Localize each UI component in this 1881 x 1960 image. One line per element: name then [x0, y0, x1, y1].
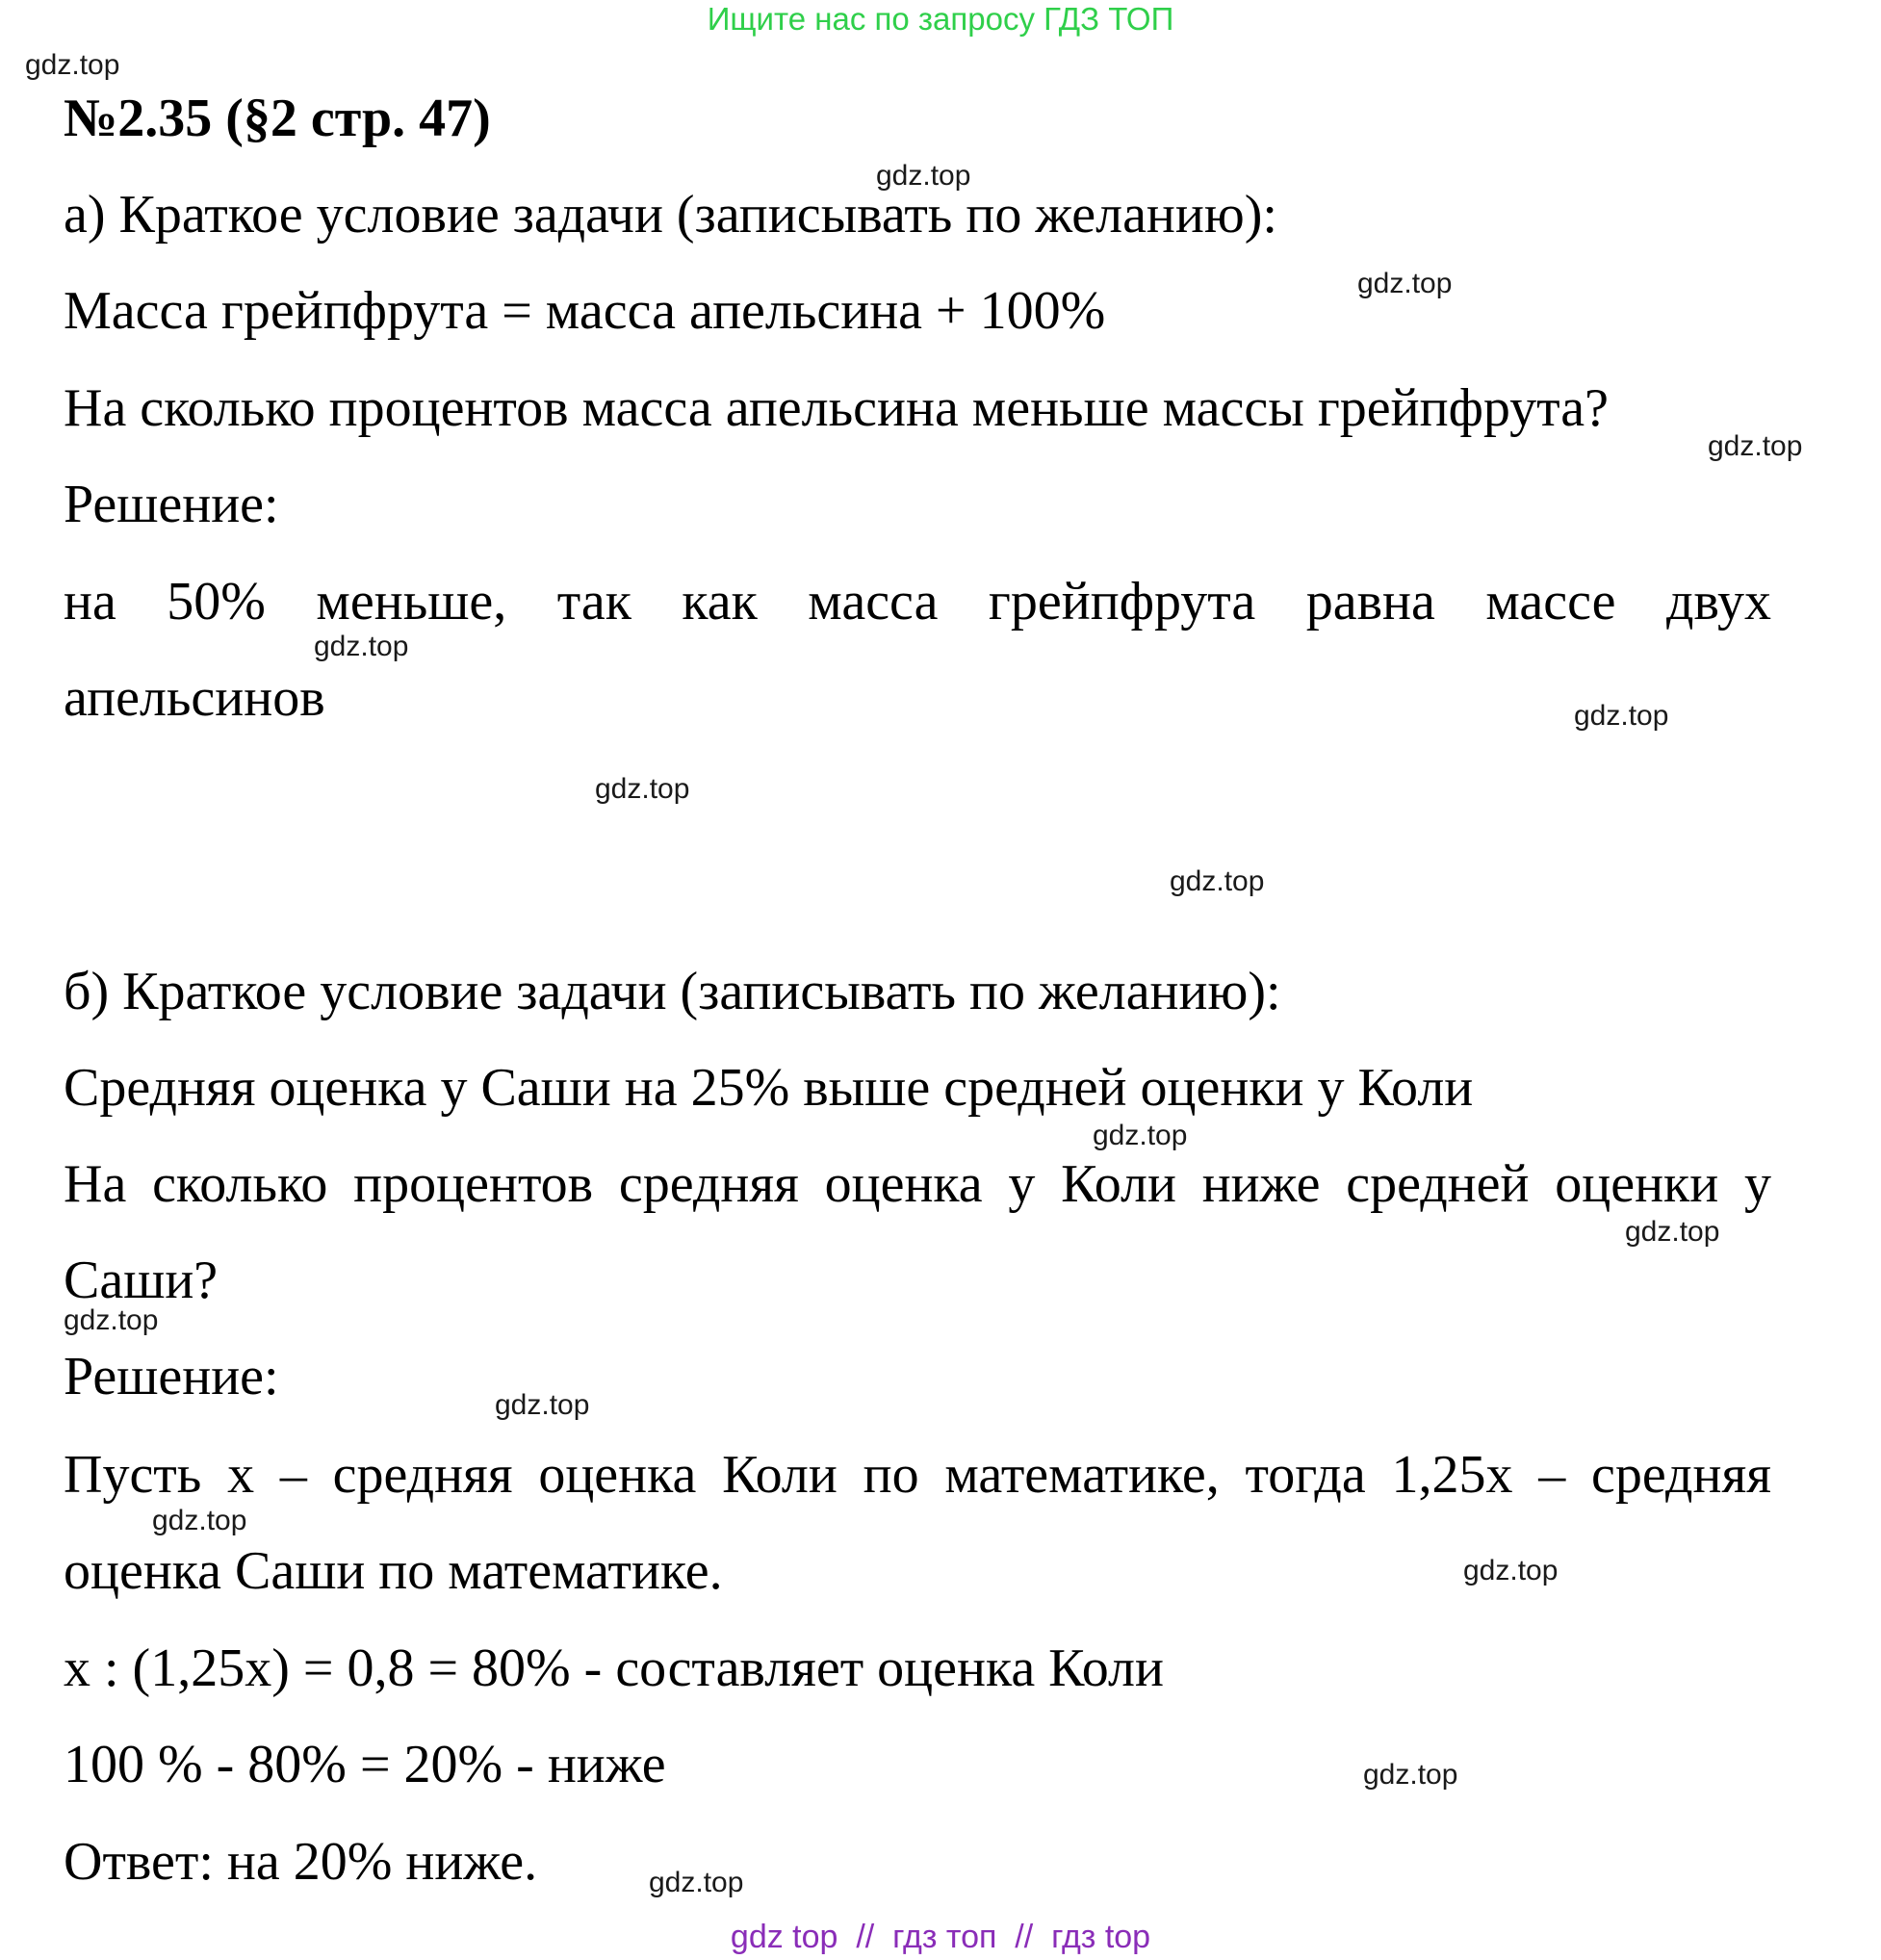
part-b-condition-label: б) Краткое условие задачи (записывать по желанию): — [64, 962, 1281, 1021]
watermark: gdz.top — [152, 1505, 247, 1536]
watermark: gdz.top — [1574, 700, 1669, 732]
part-b-given: Средняя оценка у Саши на 25% выше средней оценки у Коли — [64, 1058, 1474, 1118]
watermark: gdz.top — [64, 1304, 159, 1336]
part-b-step-2: x : (1,25x) = 0,8 = 80% - составляет оценка Коли — [64, 1638, 1164, 1698]
footer-links[interactable]: gdz top // гдз топ // гдз top — [730, 1919, 1151, 1955]
watermark: gdz.top — [1463, 1555, 1559, 1586]
part-b-question-line-1: На сколько процентов средняя оценка у Коли ниже средней оценки у — [64, 1154, 1771, 1214]
watermark: gdz.top — [876, 160, 971, 192]
part-a-solution-line-1: на 50% меньше, так как масса грейпфрута равна массе двух — [64, 572, 1771, 632]
watermark: gdz.top — [25, 49, 120, 81]
part-a-given: Масса грейпфрута = масса апельсина + 100% — [64, 281, 1106, 341]
part-b-question-line-2: Саши? — [64, 1251, 219, 1310]
watermark: gdz.top — [1357, 268, 1453, 299]
watermark: gdz.top — [595, 773, 690, 805]
watermark: gdz.top — [1363, 1759, 1458, 1791]
watermark: gdz.top — [495, 1389, 590, 1421]
part-a-question: На сколько процентов масса апельсина меньше массы грейпфрута? — [64, 378, 1609, 438]
part-b-step-3: 100 % - 80% = 20% - ниже — [64, 1735, 666, 1794]
watermark: gdz.top — [1708, 430, 1803, 462]
part-a-solution-label: Решение: — [64, 475, 279, 534]
search-hint-banner[interactable]: Ищите нас по запросу ГДЗ ТОП — [707, 1, 1174, 37]
part-b-answer: Ответ: на 20% ниже. — [64, 1832, 538, 1892]
part-b-step-1-line-2: оценка Саши по математике. — [64, 1541, 723, 1601]
problem-title: №2.35 (§2 стр. 47) — [64, 89, 491, 148]
part-b-step-1-line-1: Пусть x – средняя оценка Коли по математике, тогда 1,25x – средняя — [64, 1445, 1771, 1505]
watermark: gdz.top — [1093, 1120, 1188, 1151]
watermark: gdz.top — [314, 631, 409, 662]
watermark: gdz.top — [649, 1867, 744, 1898]
watermark: gdz.top — [1170, 865, 1265, 897]
part-b-solution-label: Решение: — [64, 1347, 279, 1406]
part-a-condition-label: а) Краткое условие задачи (записывать по желанию): — [64, 185, 1277, 245]
part-a-solution-line-2: апельсинов — [64, 668, 325, 728]
watermark: gdz.top — [1625, 1216, 1720, 1248]
